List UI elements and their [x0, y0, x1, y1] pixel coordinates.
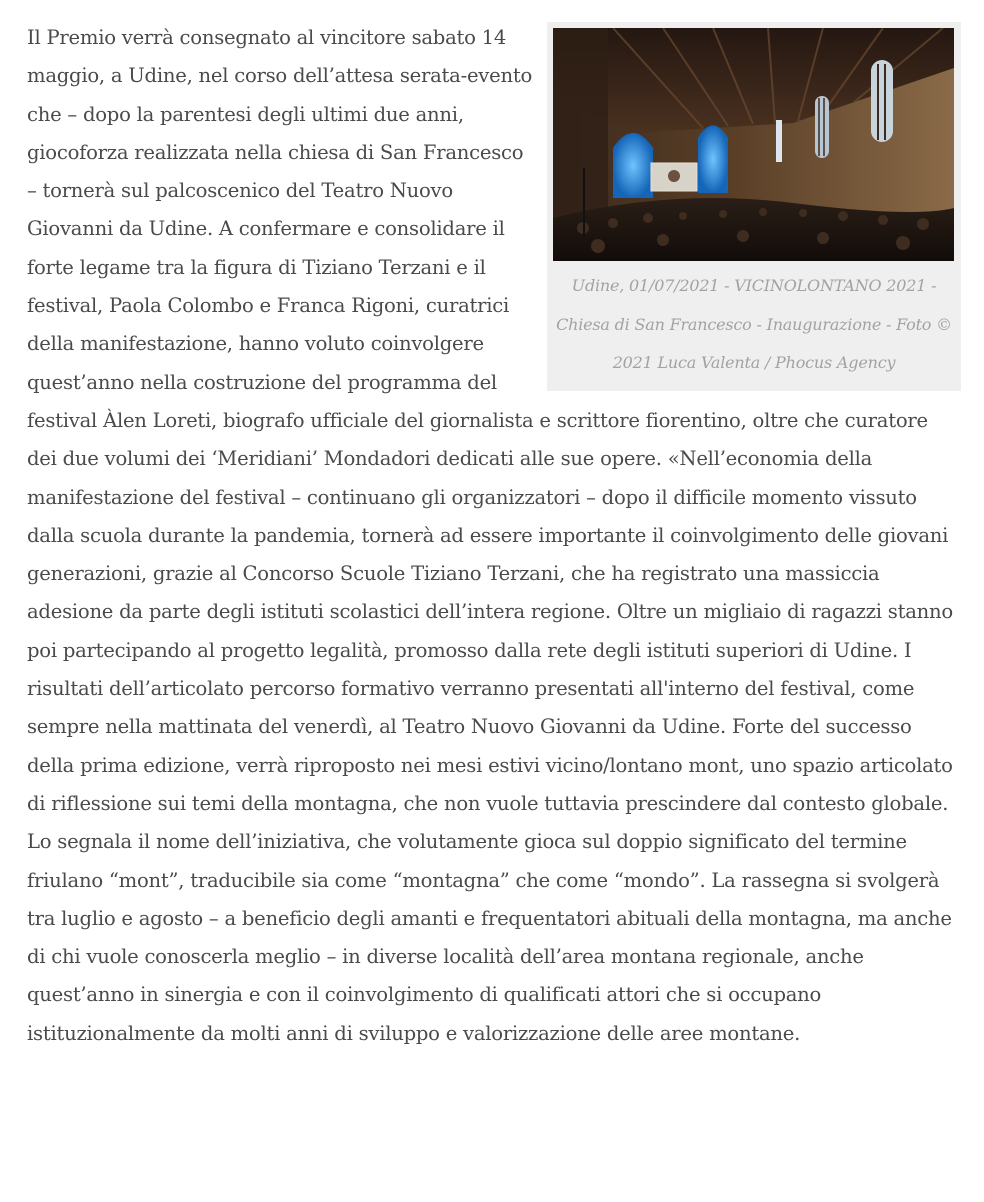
photo-caption: Udine, 01/07/2021 - VICINOLONTANO 2021 - Chiesa di San Francesco - Inaugurazione - Foto © 2021 Luca Valenta / Phocus Agency	[556, 276, 952, 372]
article-body: Il Premio verrà consegnato al vincitore sabato 14 maggio, a Udine, nel corso dell’attesa serata-evento che – dopo la parentesi degli ultimi due anni, giocoforza realizzata nella chiesa di San Francesco – tornerà sul palcoscenico del Teatro Nuovo Giovanni da Udine. A confermare e consolidare il forte legame tra la figura di Tiziano Terzani e il festival, Paola Colombo e Franca Rigoni, curatrici della manifestazione, hanno voluto coinvolgere quest’anno nella costruzione del programma del festival Àlen Loreti, biografo ufficiale del giornalista e scrittore fiorentino, oltre che curatore dei due volumi dei ‘Meridiani’ Mondadori dedicati alle sue opere. «Nell’economia della manifestazione del festival – continuano gli organizzatori – dopo il difficile momento vissuto dalla scuola durante la pandemia, tornerà ad essere importante il coinvolgimento delle giovani generazioni, grazie al Concorso Scuole Tiziano Terzani, che ha registrato una massiccia adesione da parte degli istituti scolastici dell’intera regione. Oltre un migliaio di ragazzi stanno poi partecipando al progetto legalità, promosso dalla rete degli istituti superiori di Udine. I risultati dell’articolato percorso formativo verranno presentati all'interno del festival, come sempre nella mattinata del venerdì, al Teatro Nuovo Giovanni da Udine. Forte del successo della prima edizione, verrà riproposto nei mesi estivi vicino/lontano mont, uno spazio articolato di riflessione sui temi della montagna, che non vuole tuttavia prescindere dal contesto globale. Lo segnala il nome dell’iniziativa, che volutamente gioca sul doppio significato del termine friulano “mont”, traducibile sia come “montagna” che come “mondo”. La rassegna si svolgerà tra luglio e agosto – a beneficio degli amanti e frequentatori abituali della montagna, ma anche di chi vuole conoscerla meglio – in diverse località dell’area montana regionale, anche quest’anno in sinergia e con il coinvolgimento di qualificati attori che si occupano istituzionalmente da molti anni di sviluppo e valorizzazione delle aree montane.	[27, 26, 953, 1045]
article-figure	[547, 22, 961, 391]
church-interior-photo[interactable]	[553, 28, 954, 261]
